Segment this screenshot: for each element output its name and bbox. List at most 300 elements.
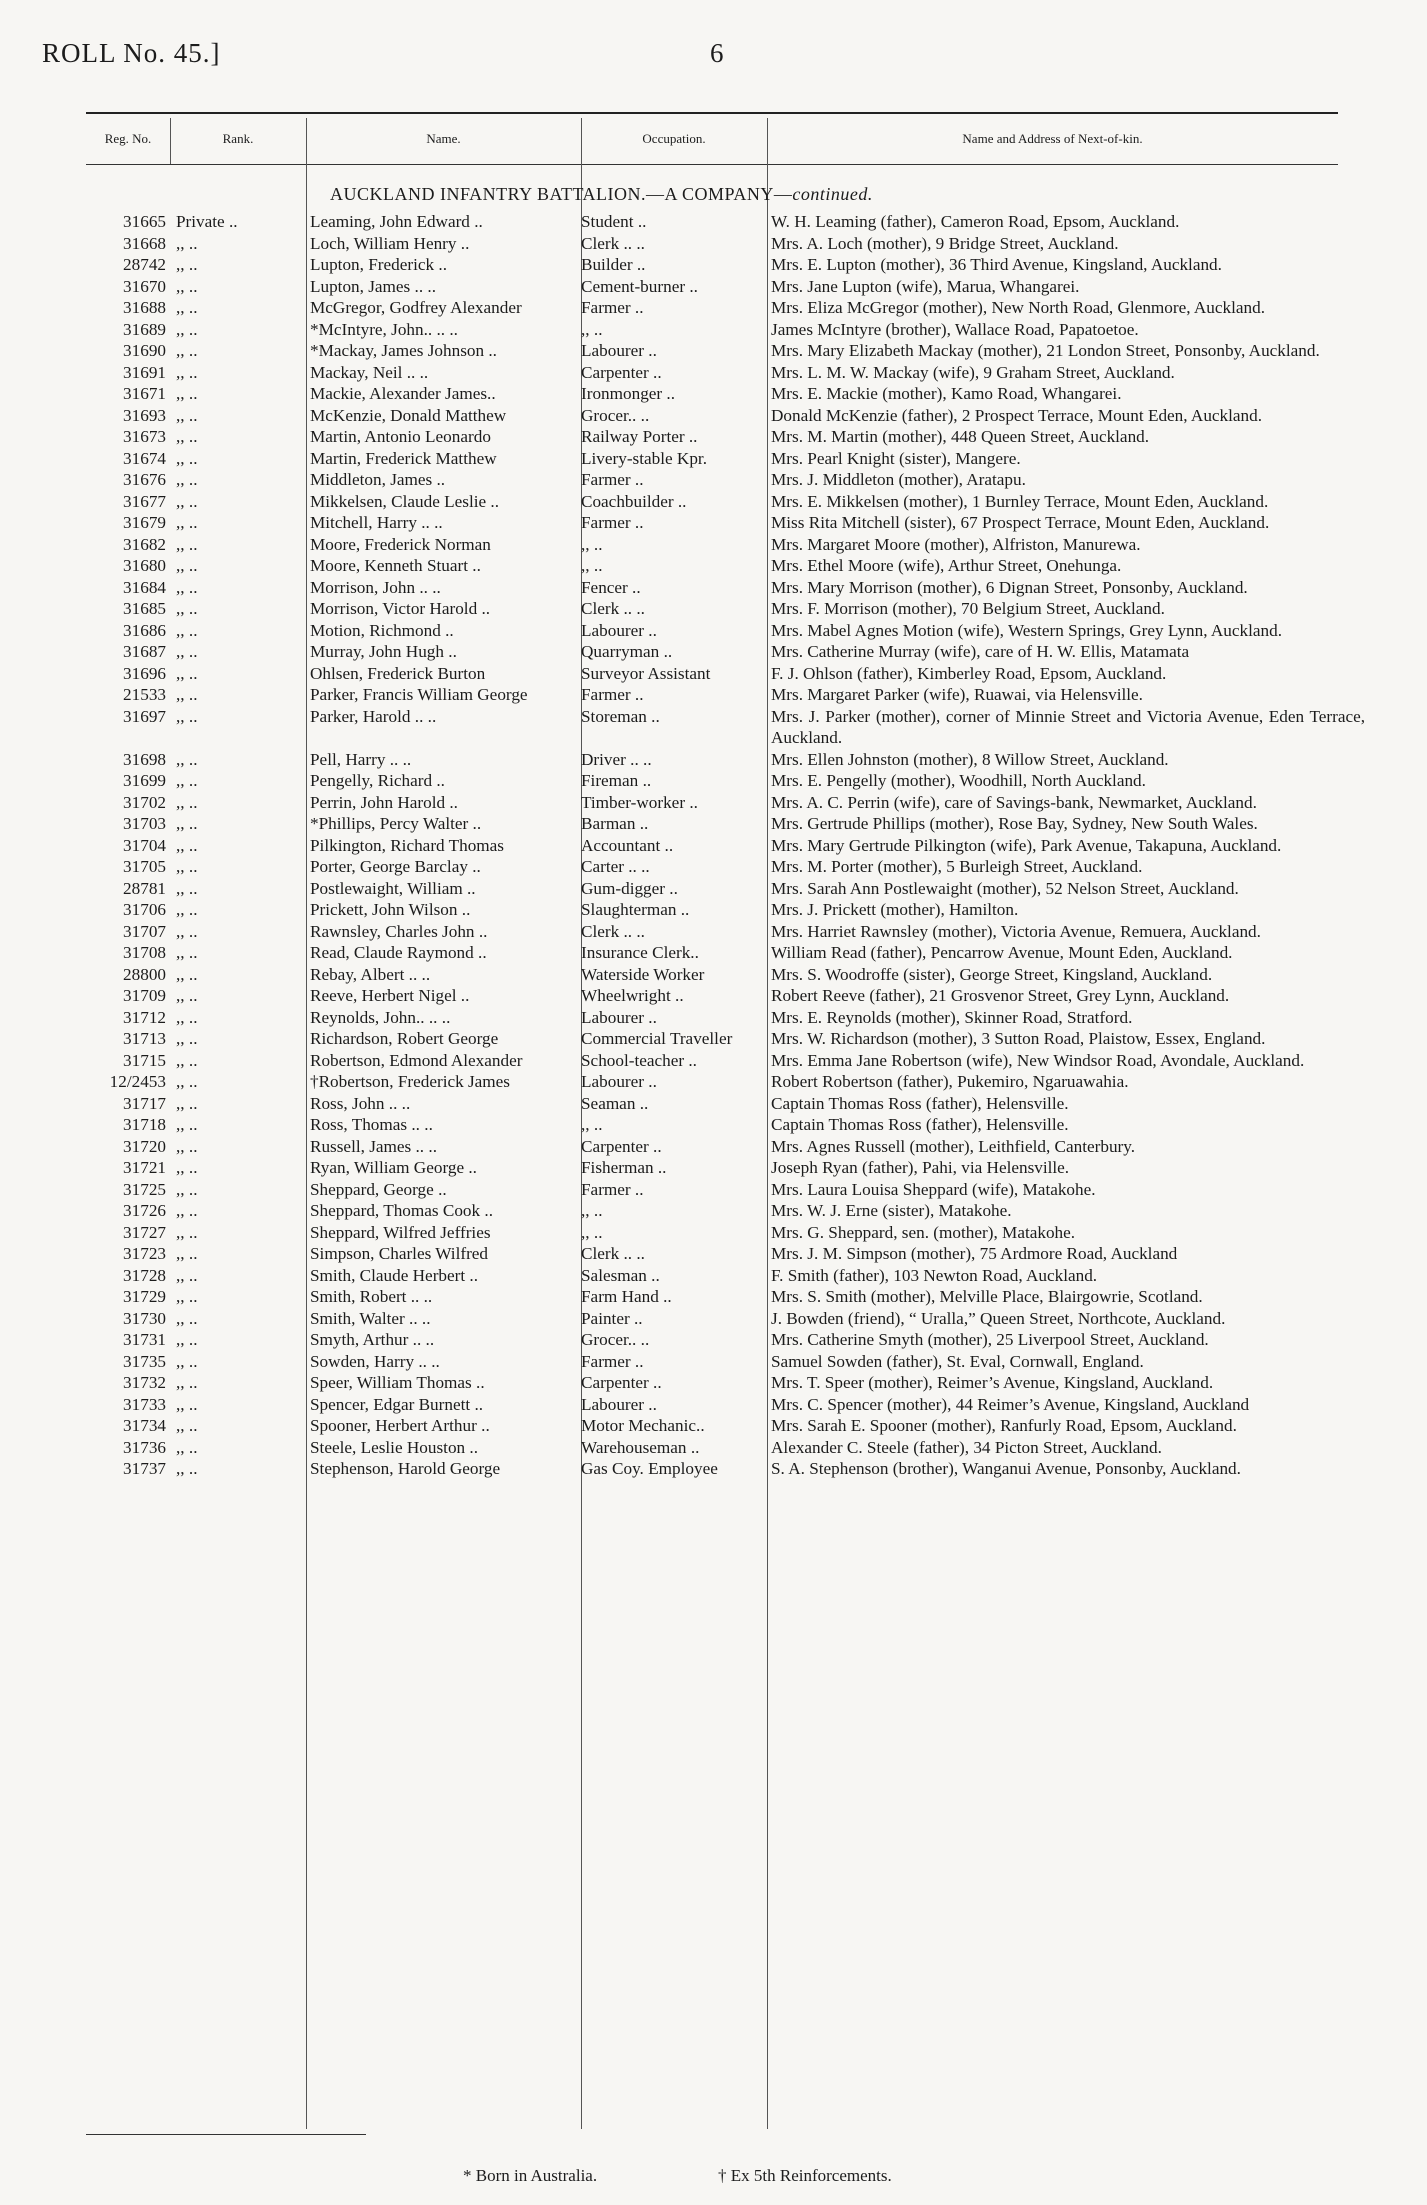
rank-cell: ,, .. bbox=[176, 900, 198, 919]
rank-cell: ,, .. bbox=[176, 1265, 198, 1285]
name-cell: Reeve, Herbert Nigel .. bbox=[310, 986, 470, 1005]
occupation-cell: Carter .. .. bbox=[581, 857, 650, 876]
footnote-born-australia: * Born in Australia. bbox=[463, 2166, 598, 2185]
table-row bbox=[0, 1243, 1427, 1265]
reg-no-cell: 31721 bbox=[123, 1158, 166, 1177]
next-of-kin-cell: Captain Thomas Ross (father), Helensville. bbox=[771, 1115, 1069, 1134]
rank-cell: ,, .. bbox=[176, 1437, 198, 1457]
name-cell: Leaming, John Edward .. bbox=[310, 212, 483, 231]
bottom-rule bbox=[86, 2134, 366, 2135]
occupation-cell: Farmer .. bbox=[581, 298, 644, 317]
top-rule bbox=[86, 112, 1338, 114]
next-of-kin-cell: Mrs. W. Richardson (mother), 3 Sutton Road, Plaistow, Essex, England. bbox=[771, 1029, 1266, 1048]
col-header-reg: Reg. No. bbox=[104, 131, 152, 146]
name-cell: Mackie, Alexander James.. bbox=[310, 384, 496, 403]
reg-no-cell: 31680 bbox=[123, 556, 166, 575]
reg-no-cell: 31726 bbox=[123, 1201, 166, 1220]
occupation-cell: ,, .. bbox=[581, 1222, 603, 1242]
table-row bbox=[0, 985, 1427, 1007]
next-of-kin-cell: Mrs. W. J. Erne (sister), Matakohe. bbox=[771, 1201, 1012, 1220]
reg-no-cell: 28781 bbox=[123, 878, 166, 898]
reg-no-cell: 31728 bbox=[123, 1265, 166, 1285]
rank-cell: ,, .. bbox=[176, 556, 198, 575]
next-of-kin-cell: Mrs. E. Lupton (mother), 36 Third Avenue, Kingsland, Auckland. bbox=[771, 255, 1222, 274]
table-row bbox=[0, 1007, 1427, 1029]
occupation-cell: ,, .. bbox=[581, 1115, 603, 1134]
reg-no-cell: 31703 bbox=[123, 814, 166, 833]
next-of-kin-cell: Mrs. Catherine Smyth (mother), 25 Liverpool Street, Auckland. bbox=[771, 1330, 1209, 1349]
next-of-kin-cell: Mrs. Sarah E. Spooner (mother), Ranfurly Road, Epsom, Auckland. bbox=[771, 1416, 1237, 1435]
name-cell: Ross, John .. .. bbox=[310, 1093, 411, 1113]
occupation-cell: ,, .. bbox=[581, 319, 603, 339]
reg-no-cell: 31665 bbox=[123, 212, 166, 231]
next-of-kin-cell: Mrs. J. Middleton (mother), Aratapu. bbox=[771, 470, 1026, 489]
table-row bbox=[0, 1136, 1427, 1158]
next-of-kin-cell: Mrs. E. Reynolds (mother), Skinner Road, Stratford. bbox=[771, 1007, 1133, 1027]
table-row bbox=[0, 534, 1427, 556]
table-row bbox=[0, 297, 1427, 319]
rank-cell: Private .. bbox=[176, 212, 238, 231]
rank-cell: ,, .. bbox=[176, 1115, 198, 1134]
reg-no-cell: 31671 bbox=[123, 384, 166, 403]
table-row bbox=[0, 211, 1427, 233]
rank-cell: ,, .. bbox=[176, 1459, 198, 1478]
occupation-cell: Cement-burner .. bbox=[581, 276, 698, 296]
occupation-cell: Motor Mechanic.. bbox=[581, 1416, 705, 1435]
rank-cell: ,, .. bbox=[176, 1072, 198, 1091]
rank-cell: ,, .. bbox=[176, 1029, 198, 1048]
next-of-kin-cell: Mrs. A. Loch (mother), 9 Bridge Street, Auckland. bbox=[771, 233, 1119, 253]
name-cell: Mackay, Neil .. .. bbox=[310, 362, 429, 382]
name-cell: Morrison, Victor Harold .. bbox=[310, 599, 491, 618]
page-number: 6 bbox=[710, 38, 724, 68]
rank-cell: ,, .. bbox=[176, 427, 198, 446]
table-row bbox=[0, 663, 1427, 685]
name-cell: Read, Claude Raymond .. bbox=[310, 943, 487, 962]
occupation-cell: Quarryman .. bbox=[581, 642, 673, 661]
reg-no-cell: 31706 bbox=[123, 900, 166, 919]
occupation-cell: Insurance Clerk.. bbox=[581, 943, 699, 962]
next-of-kin-cell: W. H. Leaming (father), Cameron Road, Epsom, Auckland. bbox=[771, 212, 1180, 231]
occupation-cell: Accountant .. bbox=[581, 835, 674, 855]
reg-no-cell: 31682 bbox=[123, 534, 166, 554]
occupation-cell: Seaman .. bbox=[581, 1093, 649, 1113]
reg-no-cell: 31697 bbox=[123, 706, 166, 726]
reg-no-cell: 31720 bbox=[123, 1136, 166, 1156]
col-header-name: Name. bbox=[426, 131, 461, 146]
next-of-kin-cell: Mrs. F. Morrison (mother), 70 Belgium Street, Auckland. bbox=[771, 599, 1165, 618]
next-of-kin-cell: Robert Reeve (father), 21 Grosvenor Street, Grey Lynn, Auckland. bbox=[771, 986, 1230, 1005]
occupation-cell: Carpenter .. bbox=[581, 362, 662, 382]
reg-no-cell: 31733 bbox=[123, 1394, 166, 1414]
occupation-cell: Fireman .. bbox=[581, 771, 652, 790]
table-row bbox=[0, 1071, 1427, 1093]
name-cell: Moore, Frederick Norman bbox=[310, 534, 491, 554]
name-cell: Postlewaight, William .. bbox=[310, 878, 476, 898]
table-row bbox=[0, 835, 1427, 857]
table-row bbox=[0, 964, 1427, 986]
table-row bbox=[0, 813, 1427, 835]
next-of-kin-cell: Mrs. Pearl Knight (sister), Mangere. bbox=[771, 448, 1021, 468]
next-of-kin-cell: F. J. Ohlson (father), Kimberley Road, Epsom, Auckland. bbox=[771, 663, 1167, 683]
next-of-kin-cell: Mrs. A. C. Perrin (wife), care of Savings-bank, Newmarket, Auckland. bbox=[771, 792, 1257, 812]
name-cell: Simpson, Charles Wilfred bbox=[310, 1244, 489, 1263]
table-row bbox=[0, 792, 1427, 814]
table-row bbox=[0, 1458, 1427, 1480]
rank-cell: ,, .. bbox=[176, 986, 198, 1005]
next-of-kin-cell: Mrs. C. Spencer (mother), 44 Reimer’s Avenue, Kingsland, Auckland bbox=[771, 1394, 1250, 1414]
table-row bbox=[0, 749, 1427, 771]
occupation-cell: Carpenter .. bbox=[581, 1373, 662, 1392]
occupation-cell: Labourer .. bbox=[581, 620, 657, 640]
name-cell: Spencer, Edgar Burnett .. bbox=[310, 1394, 484, 1414]
table-row bbox=[0, 319, 1427, 341]
rank-cell: ,, .. bbox=[176, 749, 198, 769]
rank-cell: ,, .. bbox=[176, 1416, 198, 1435]
table-row bbox=[0, 1308, 1427, 1330]
next-of-kin-cell: S. A. Stephenson (brother), Wanganui Avenue, Ponsonby, Auckland. bbox=[771, 1459, 1241, 1478]
table-row bbox=[0, 448, 1427, 470]
occupation-cell: Builder .. bbox=[581, 255, 646, 274]
name-cell: Morrison, John .. .. bbox=[310, 577, 441, 597]
rank-cell: ,, .. bbox=[176, 1093, 198, 1113]
reg-no-cell: 31689 bbox=[123, 319, 166, 339]
table-row bbox=[0, 1286, 1427, 1308]
occupation-cell: Clerk .. .. bbox=[581, 233, 645, 253]
next-of-kin-cell: Captain Thomas Ross (father), Helensville. bbox=[771, 1093, 1069, 1113]
next-of-kin-cell: Mrs. L. M. W. Mackay (wife), 9 Graham Street, Auckland. bbox=[771, 362, 1175, 382]
occupation-cell: Fisherman .. bbox=[581, 1158, 667, 1177]
occupation-cell: Grocer.. .. bbox=[581, 1330, 650, 1349]
name-cell: *Phillips, Percy Walter .. bbox=[310, 814, 482, 833]
next-of-kin-cell: Mrs. J. Parker (mother), corner of Minnie Street and Victoria Avenue, Eden Terrace, Auckland. bbox=[771, 706, 1365, 747]
occupation-cell: ,, .. bbox=[581, 1201, 603, 1220]
reg-no-cell: 31725 bbox=[123, 1179, 166, 1199]
table-row bbox=[0, 1028, 1427, 1050]
name-cell: Porter, George Barclay .. bbox=[310, 857, 481, 876]
reg-no-cell: 31707 bbox=[123, 921, 166, 941]
table-row bbox=[0, 1437, 1427, 1459]
rank-cell: ,, .. bbox=[176, 792, 198, 812]
section-title-continued: continued. bbox=[792, 184, 873, 204]
name-cell: Speer, William Thomas .. bbox=[310, 1373, 485, 1392]
reg-no-cell: 31676 bbox=[123, 470, 166, 489]
occupation-cell: Labourer .. bbox=[581, 341, 657, 360]
table-row bbox=[0, 254, 1427, 276]
reg-no-cell: 31713 bbox=[123, 1029, 166, 1048]
table-row bbox=[0, 555, 1427, 577]
occupation-cell: Wheelwright .. bbox=[581, 986, 684, 1005]
next-of-kin-cell: Mrs. Ethel Moore (wife), Arthur Street, Onehunga. bbox=[771, 556, 1122, 575]
header-bottom-rule bbox=[86, 164, 1338, 165]
name-cell: Spooner, Herbert Arthur .. bbox=[310, 1416, 490, 1435]
name-cell: Smith, Walter .. .. bbox=[310, 1308, 431, 1328]
next-of-kin-cell: Joseph Ryan (father), Pahi, via Helensville. bbox=[771, 1158, 1070, 1177]
occupation-cell: Slaughterman .. bbox=[581, 900, 690, 919]
next-of-kin-cell: J. Bowden (friend), “ Uralla,” Queen Street, Northcote, Auckland. bbox=[771, 1308, 1226, 1328]
name-cell: Motion, Richmond .. bbox=[310, 620, 454, 640]
occupation-cell: ,, .. bbox=[581, 534, 603, 554]
table-row bbox=[0, 598, 1427, 620]
rank-cell: ,, .. bbox=[176, 577, 198, 597]
name-cell: Smith, Robert .. .. bbox=[310, 1287, 433, 1306]
name-cell: Lupton, Frederick .. bbox=[310, 255, 447, 274]
col-header-rank: Rank. bbox=[222, 131, 254, 146]
name-cell: Steele, Leslie Houston .. bbox=[310, 1437, 479, 1457]
col-header-next-of-kin: Name and Address of Next-of-kin. bbox=[962, 131, 1143, 146]
name-cell: Ryan, William George .. bbox=[310, 1158, 477, 1177]
reg-no-cell: 31705 bbox=[123, 857, 166, 876]
rank-cell: ,, .. bbox=[176, 405, 198, 425]
name-cell: Smyth, Arthur .. .. bbox=[310, 1330, 435, 1349]
name-cell: Mikkelsen, Claude Leslie .. bbox=[310, 491, 500, 511]
occupation-cell: Labourer .. bbox=[581, 1394, 657, 1414]
next-of-kin-cell: Mrs. G. Sheppard, sen. (mother), Matakohe. bbox=[771, 1222, 1076, 1242]
table-row bbox=[0, 469, 1427, 491]
name-cell: Russell, James .. .. bbox=[310, 1136, 437, 1156]
next-of-kin-cell: Mrs. S. Smith (mother), Melville Place, Blairgowrie, Scotland. bbox=[771, 1287, 1203, 1306]
table-row bbox=[0, 706, 1427, 749]
reg-no-cell: 21533 bbox=[123, 685, 166, 704]
reg-no-cell: 31688 bbox=[123, 298, 166, 317]
rank-cell: ,, .. bbox=[176, 706, 198, 726]
rank-cell: ,, .. bbox=[176, 255, 198, 274]
next-of-kin-cell: Samuel Sowden (father), St. Eval, Cornwall, England. bbox=[771, 1351, 1144, 1371]
reg-no-cell: 31736 bbox=[123, 1437, 166, 1457]
next-of-kin-cell: Robert Robertson (father), Pukemiro, Ngaruawahia. bbox=[771, 1072, 1129, 1091]
table-row bbox=[0, 1394, 1427, 1416]
reg-no-cell: 31704 bbox=[123, 835, 166, 855]
page-header bbox=[42, 38, 1382, 78]
rank-cell: ,, .. bbox=[176, 319, 198, 339]
occupation-cell: Farmer .. bbox=[581, 470, 644, 489]
name-cell: Lupton, James .. .. bbox=[310, 276, 437, 296]
rank-cell: ,, .. bbox=[176, 620, 198, 640]
occupation-cell: Student .. bbox=[581, 212, 647, 231]
next-of-kin-cell: Mrs. Mary Morrison (mother), 6 Dignan Street, Ponsonby, Auckland. bbox=[771, 577, 1248, 597]
next-of-kin-cell: Mrs. Jane Lupton (wife), Marua, Whangarei. bbox=[771, 276, 1080, 296]
name-cell: Sowden, Harry .. .. bbox=[310, 1351, 440, 1371]
name-cell: *McIntyre, John.. .. .. bbox=[310, 319, 458, 339]
reg-no-cell: 31674 bbox=[123, 448, 166, 468]
reg-no-cell: 31718 bbox=[123, 1115, 166, 1134]
rank-cell: ,, .. bbox=[176, 1050, 198, 1070]
table-row bbox=[0, 856, 1427, 878]
occupation-cell: Farmer .. bbox=[581, 685, 644, 704]
occupation-cell: Painter .. bbox=[581, 1308, 643, 1328]
reg-no-cell: 28800 bbox=[123, 964, 166, 984]
next-of-kin-cell: Donald McKenzie (father), 2 Prospect Terrace, Mount Eden, Auckland. bbox=[771, 405, 1263, 425]
next-of-kin-cell: William Read (father), Pencarrow Avenue, Mount Eden, Auckland. bbox=[771, 943, 1233, 962]
rank-cell: ,, .. bbox=[176, 814, 198, 833]
reg-no-cell: 31696 bbox=[123, 663, 166, 683]
name-cell: Smith, Claude Herbert .. bbox=[310, 1265, 479, 1285]
name-cell: Reynolds, John.. .. .. bbox=[310, 1007, 451, 1027]
next-of-kin-cell: Mrs. J. M. Simpson (mother), 75 Ardmore Road, Auckland bbox=[771, 1244, 1178, 1263]
roll-table bbox=[0, 211, 1427, 1480]
reg-no-cell: 31729 bbox=[123, 1287, 166, 1306]
table-row bbox=[0, 620, 1427, 642]
name-cell: Parker, Harold .. .. bbox=[310, 706, 437, 726]
occupation-cell: Farm Hand .. bbox=[581, 1287, 672, 1306]
reg-no-cell: 31734 bbox=[123, 1416, 166, 1435]
name-cell: Perrin, John Harold .. bbox=[310, 792, 458, 812]
next-of-kin-cell: Mrs. S. Woodroffe (sister), George Street, Kingsland, Auckland. bbox=[771, 964, 1213, 984]
rank-cell: ,, .. bbox=[176, 1330, 198, 1349]
table-row bbox=[0, 899, 1427, 921]
table-row bbox=[0, 1222, 1427, 1244]
next-of-kin-cell: F. Smith (father), 103 Newton Road, Auckland. bbox=[771, 1265, 1098, 1285]
rank-cell: ,, .. bbox=[176, 341, 198, 360]
name-cell: Martin, Antonio Leonardo bbox=[310, 427, 491, 446]
rank-cell: ,, .. bbox=[176, 1158, 198, 1177]
next-of-kin-cell: Mrs. Emma Jane Robertson (wife), New Windsor Road, Avondale, Auckland. bbox=[771, 1050, 1305, 1070]
reg-no-cell: 31730 bbox=[123, 1308, 166, 1328]
occupation-cell: Clerk .. .. bbox=[581, 921, 645, 941]
table-row bbox=[0, 770, 1427, 792]
name-cell: Middleton, James .. bbox=[310, 470, 446, 489]
rank-cell: ,, .. bbox=[176, 1222, 198, 1242]
name-cell: Pengelly, Richard .. bbox=[310, 771, 445, 790]
table-row bbox=[0, 362, 1427, 384]
next-of-kin-cell: Mrs. Laura Louisa Sheppard (wife), Matakohe. bbox=[771, 1179, 1096, 1199]
name-cell: McKenzie, Donald Matthew bbox=[310, 405, 507, 425]
rank-cell: ,, .. bbox=[176, 362, 198, 382]
rank-cell: ,, .. bbox=[176, 1287, 198, 1306]
name-cell: Richardson, Robert George bbox=[310, 1029, 499, 1048]
rank-cell: ,, .. bbox=[176, 1308, 198, 1328]
name-cell: Loch, William Henry .. bbox=[310, 233, 470, 253]
next-of-kin-cell: Mrs. Agnes Russell (mother), Leithfield, Canterbury. bbox=[771, 1136, 1136, 1156]
reg-no-cell: 31715 bbox=[123, 1050, 166, 1070]
name-cell: Mitchell, Harry .. .. bbox=[310, 513, 443, 532]
reg-no-cell: 31673 bbox=[123, 427, 166, 446]
rank-cell: ,, .. bbox=[176, 943, 198, 962]
rank-cell: ,, .. bbox=[176, 1201, 198, 1220]
table-row bbox=[0, 1329, 1427, 1351]
next-of-kin-cell: Mrs. E. Mackie (mother), Kamo Road, Whangarei. bbox=[771, 384, 1122, 403]
next-of-kin-cell: Alexander C. Steele (father), 34 Picton Street, Auckland. bbox=[771, 1437, 1162, 1457]
rank-cell: ,, .. bbox=[176, 964, 198, 984]
rank-cell: ,, .. bbox=[176, 470, 198, 489]
next-of-kin-cell: Mrs. M. Porter (mother), 5 Burleigh Street, Auckland. bbox=[771, 857, 1143, 876]
rank-cell: ,, .. bbox=[176, 233, 198, 253]
occupation-cell: Commercial Traveller bbox=[581, 1029, 733, 1048]
rank-cell: ,, .. bbox=[176, 857, 198, 876]
next-of-kin-cell: Mrs. E. Pengelly (mother), Woodhill, North Auckland. bbox=[771, 771, 1146, 790]
name-cell: Stephenson, Harold George bbox=[310, 1459, 501, 1478]
next-of-kin-cell: Mrs. Harriet Rawnsley (mother), Victoria Avenue, Remuera, Auckland. bbox=[771, 921, 1261, 941]
reg-no-cell: 31687 bbox=[123, 642, 166, 661]
reg-no-cell: 28742 bbox=[123, 255, 166, 274]
occupation-cell: Labourer .. bbox=[581, 1072, 657, 1091]
occupation-cell: Livery-stable Kpr. bbox=[581, 448, 708, 468]
next-of-kin-cell: Mrs. Eliza McGregor (mother), New North Road, Glenmore, Auckland. bbox=[771, 298, 1266, 317]
col-header-occupation: Occupation. bbox=[642, 131, 706, 146]
occupation-cell: Timber-worker .. bbox=[581, 792, 698, 812]
table-row bbox=[0, 878, 1427, 900]
column-header-row bbox=[86, 118, 1338, 164]
table-row bbox=[0, 1372, 1427, 1394]
reg-no-cell: 31691 bbox=[123, 362, 166, 382]
footnote-5th-reinforcements: † Ex 5th Reinforcements. bbox=[718, 2166, 892, 2185]
table-row bbox=[0, 942, 1427, 964]
table-row bbox=[0, 1157, 1427, 1179]
rank-cell: ,, .. bbox=[176, 771, 198, 790]
rank-cell: ,, .. bbox=[176, 835, 198, 855]
rank-cell: ,, .. bbox=[176, 1179, 198, 1199]
reg-no-cell: 31717 bbox=[123, 1093, 166, 1113]
table-row bbox=[0, 1179, 1427, 1201]
occupation-cell: Storeman .. bbox=[581, 706, 660, 726]
table-row bbox=[0, 1351, 1427, 1373]
rank-cell: ,, .. bbox=[176, 878, 198, 898]
reg-no-cell: 31679 bbox=[123, 513, 166, 532]
name-cell: Pilkington, Richard Thomas bbox=[310, 835, 504, 855]
table-row bbox=[0, 1050, 1427, 1072]
next-of-kin-cell: Mrs. Margaret Moore (mother), Alfriston, Manurewa. bbox=[771, 534, 1141, 554]
occupation-cell: Fencer .. bbox=[581, 577, 641, 597]
reg-no-cell: 31698 bbox=[123, 749, 166, 769]
next-of-kin-cell: Mrs. Catherine Murray (wife), care of H. W. Ellis, Matamata bbox=[771, 642, 1190, 661]
table-row bbox=[0, 641, 1427, 663]
occupation-cell: Farmer .. bbox=[581, 1179, 644, 1199]
next-of-kin-cell: Mrs. Ellen Johnston (mother), 8 Willow Street, Auckland. bbox=[771, 749, 1169, 769]
reg-no-cell: 31731 bbox=[123, 1330, 166, 1349]
name-cell: *Mackay, James Johnson .. bbox=[310, 341, 497, 360]
rank-cell: ,, .. bbox=[176, 1394, 198, 1414]
occupation-cell: ,, .. bbox=[581, 556, 603, 575]
section-title-text: AUCKLAND INFANTRY BATTALION.—A COMPANY— bbox=[330, 184, 793, 204]
next-of-kin-cell: Mrs. J. Prickett (mother), Hamilton. bbox=[771, 900, 1019, 919]
occupation-cell: Carpenter .. bbox=[581, 1136, 662, 1156]
next-of-kin-cell: Mrs. Margaret Parker (wife), Ruawai, via Helensville. bbox=[771, 685, 1143, 704]
table-row bbox=[0, 491, 1427, 513]
reg-no-cell: 31735 bbox=[123, 1351, 166, 1371]
occupation-cell: School-teacher .. bbox=[581, 1050, 697, 1070]
reg-no-cell: 31727 bbox=[123, 1222, 166, 1242]
table-row bbox=[0, 340, 1427, 362]
table-row bbox=[0, 577, 1427, 599]
reg-no-cell: 31693 bbox=[123, 405, 166, 425]
rank-cell: ,, .. bbox=[176, 1244, 198, 1263]
name-cell: Prickett, John Wilson .. bbox=[310, 900, 471, 919]
table-row bbox=[0, 512, 1427, 534]
table-row bbox=[0, 383, 1427, 405]
next-of-kin-cell: Miss Rita Mitchell (sister), 67 Prospect Terrace, Mount Eden, Auckland. bbox=[771, 513, 1270, 532]
rank-cell: ,, .. bbox=[176, 1373, 198, 1392]
table-row bbox=[0, 921, 1427, 943]
reg-no-cell: 31708 bbox=[123, 943, 166, 962]
next-of-kin-cell: Mrs. Mary Gertrude Pilkington (wife), Park Avenue, Takapuna, Auckland. bbox=[771, 835, 1282, 855]
name-cell: Rawnsley, Charles John .. bbox=[310, 921, 488, 941]
rank-cell: ,, .. bbox=[176, 1136, 198, 1156]
rank-cell: ,, .. bbox=[176, 513, 198, 532]
occupation-cell: Driver .. .. bbox=[581, 749, 652, 769]
reg-no-cell: 31690 bbox=[123, 341, 166, 360]
rank-cell: ,, .. bbox=[176, 491, 198, 511]
occupation-cell: Grocer.. .. bbox=[581, 405, 650, 425]
reg-no-cell: 31712 bbox=[123, 1007, 166, 1027]
occupation-cell: Salesman .. bbox=[581, 1265, 660, 1285]
section-title bbox=[330, 184, 1230, 205]
rank-cell: ,, .. bbox=[176, 599, 198, 618]
rank-cell: ,, .. bbox=[176, 384, 198, 403]
reg-no-cell: 31737 bbox=[123, 1459, 166, 1478]
next-of-kin-cell: Mrs. Mabel Agnes Motion (wife), Western Springs, Grey Lynn, Auckland. bbox=[771, 620, 1282, 640]
reg-no-cell: 31709 bbox=[123, 986, 166, 1005]
reg-no-cell: 31685 bbox=[123, 599, 166, 618]
